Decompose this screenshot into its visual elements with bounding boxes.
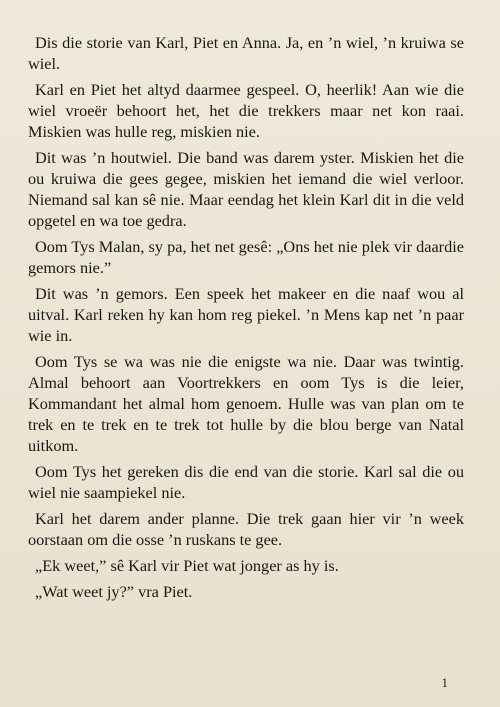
paragraph-10: „Wat weet jy?” vra Piet. [35,582,193,601]
page-number: 1 [441,675,448,690]
paragraph-2: Karl en Piet het altyd daarmee gespeel. O, heerlik! Aan wie die wiel vroeër behoort het, het die trekkers maar net kon raai. Miskien was hulle reg, miskien nie. [28,80,464,141]
paragraph-1: Dis die storie van Karl, Piet en Anna. Ja, en ’n wiel, ’n kruiwa se wiel. [28,33,464,73]
paragraph-5: Dit was ’n gemors. Een speek het makeer en die naaf wou al uitval. Karl reken hy kan hom reg piekel. ’n Mens kap net ’n paar wie in. [28,284,464,345]
paragraph-7: Oom Tys het gereken dis die end van die storie. Karl sal die ou wiel nie saampiekel nie. [28,462,464,502]
paragraph-4: Oom Tys Malan, sy pa, het net gesê: „Ons het nie plek vir daardie gemors nie.” [28,237,464,277]
paragraph-8: Karl het darem ander planne. Die trek gaan hier vir ’n week oorstaan om die osse ’n ruskans te gee. [28,509,464,549]
paragraph-9: „Ek weet,” sê Karl vir Piet wat jonger as hy is. [35,556,339,575]
paragraph-3: Dit was ’n houtwiel. Die band was darem yster. Miskien het die ou kruiwa die gees gegee, miskien het iemand die wiel verloor. Niemand sal kan sê nie. Maar eendag het klein Karl dit in die veld opgetel en wa toe gedra. [28,148,464,230]
paragraph-6: Oom Tys se wa was nie die enigste wa nie. Daar was twintig. Almal behoort aan Voortrekkers en oom Tys is die leier, Kommandant het almal hom genoem. Hulle was van plan om te trek en te trek en te trek tot hulle by die blou berge van Natal uitkom. [28,352,464,455]
